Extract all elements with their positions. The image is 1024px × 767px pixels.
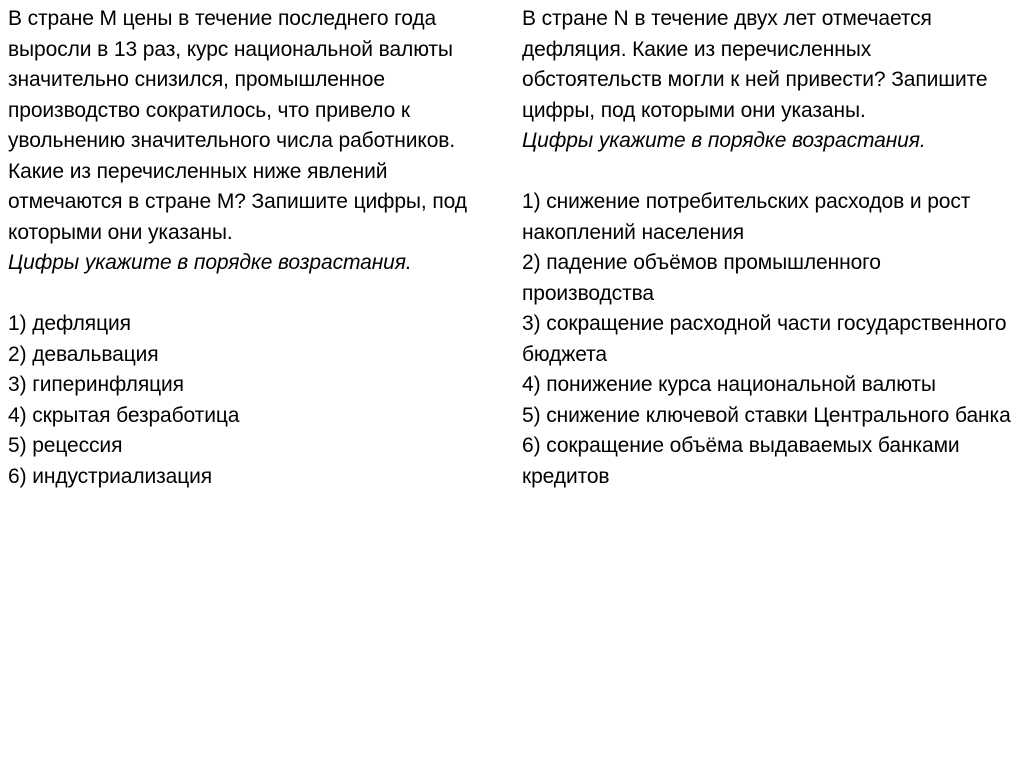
- left-question-instruction: Цифры укажите в порядке возрастания.: [8, 251, 412, 274]
- left-spacer: [8, 279, 504, 310]
- right-question-block: [522, 4, 1016, 492]
- right-question-text: В стране N в течение двух лет отмечается дефляция. Какие из перечисленных обстоятельств могли к ней привести? Запишите цифры, под которыми они указаны.: [522, 7, 988, 122]
- left-option-3: 3) гиперинфляция: [8, 373, 184, 396]
- left-option-5: 5) рецессия: [8, 434, 123, 457]
- left-option-2: 2) девальвация: [8, 342, 159, 366]
- right-options-list: [522, 187, 1016, 492]
- right-question-instruction: Цифры укажите в порядке возрастания.: [522, 129, 926, 152]
- right-option-5: 5) снижение ключевой ставки Центрального банка: [522, 403, 1011, 427]
- right-option-3: 3) сокращение расходной части государственного бюджета: [522, 312, 1007, 366]
- right-spacer: [522, 157, 1016, 188]
- left-question-block: [8, 4, 504, 492]
- left-option-4: 4) скрытая безработица: [8, 403, 240, 427]
- right-option-6: 6) сокращение объёма выдаваемых банками кредитов: [522, 434, 960, 488]
- right-option-2: 2) падение объёмов промышленного производства: [522, 251, 881, 305]
- left-option-1: 1) дефляция: [8, 312, 131, 335]
- right-option-4: 4) понижение курса национальной валюты: [522, 373, 936, 396]
- right-option-1: 1) снижение потребительских расходов и рост накоплений населения: [522, 190, 971, 244]
- left-options-list: [8, 309, 504, 492]
- left-question-text: В стране М цены в течение последнего года выросли в 13 раз, курс национальной валюты значительно снизился, промышленное производство сократилось, что привело к увольнению значительного числа работников. Какие из перечисленных ниже явлений отмечаются в стране М? Запишите цифры, под которыми они указаны.: [8, 7, 467, 244]
- left-option-6: 6) индустриализация: [8, 464, 213, 488]
